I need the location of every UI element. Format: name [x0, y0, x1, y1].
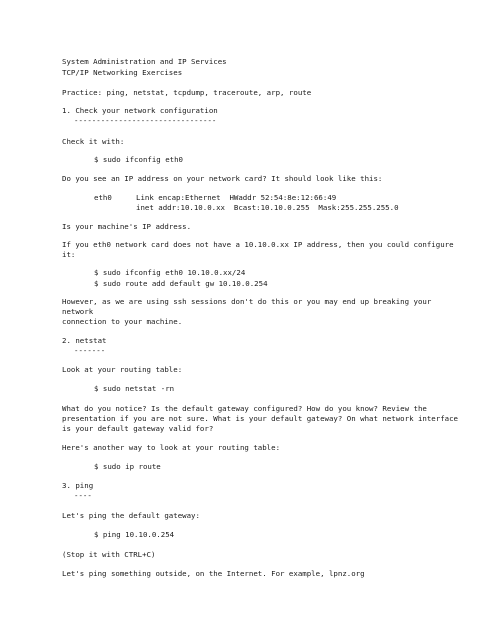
ip-question: Do you see an IP address on your network card? It should look like this:	[62, 174, 383, 183]
section-2-heading: 2. netstat	[62, 336, 107, 345]
iface-line-1: Link encap:Ethernet HWaddr 52:54:8e:12:66:49	[136, 193, 337, 202]
iface-name: eth0	[94, 193, 112, 202]
cmd-ifconfig: $ sudo ifconfig eth0	[94, 155, 183, 164]
gateway-question-1: What do you notice? Is the default gateway configured? How do you know? Review the	[62, 404, 427, 413]
practice-line: Practice: ping, netstat, tcpdump, traceroute, arp, route	[62, 88, 312, 97]
stop-note: (Stop it with CTRL+C)	[62, 550, 156, 559]
warning-line-3: connection to your machine.	[62, 317, 183, 326]
another-way-line: Here's another way to look at your routing table:	[62, 443, 281, 452]
config-line-2: it:	[62, 250, 76, 259]
warning-line-1: However, as we are using ssh sessions don't do this or you may end up breaking your	[62, 297, 432, 306]
ping-outside-line: Let's ping something outside, on the Internet. For example, lpnz.org	[62, 569, 365, 578]
document-title: System Administration and IP Services	[62, 57, 227, 66]
routing-intro: Look at your routing table:	[62, 365, 183, 374]
section-3-rule: ----	[74, 491, 92, 500]
cmd-route-add: $ sudo route add default gw 10.10.0.254	[94, 279, 268, 288]
warning-line-2: network	[62, 307, 94, 316]
document-subtitle: TCP/IP Networking Exercises	[62, 68, 183, 77]
cmd-netstat: $ sudo netstat -rn	[94, 384, 175, 393]
ping-intro: Let's ping the default gateway:	[62, 511, 200, 520]
section-1-rule: --------------------------------	[74, 116, 217, 125]
cmd-ping: $ ping 10.10.0.254	[94, 530, 175, 539]
ip-note: Is your machine's IP address.	[62, 222, 192, 231]
section-2-rule: -------	[74, 346, 106, 355]
check-intro: Check it with:	[62, 137, 125, 146]
cmd-set-ip: $ sudo ifconfig eth0 10.10.0.xx/24	[94, 268, 246, 277]
section-1-heading: 1. Check your network configuration	[62, 106, 218, 115]
gateway-question-2: presentation if you are not sure. What is your default gateway? On what network interface	[62, 414, 459, 423]
section-3-heading: 3. ping	[62, 481, 94, 490]
cmd-ip-route: $ sudo ip route	[94, 462, 161, 471]
iface-line-2: inet addr:10.10.0.xx Bcast:10.10.0.255 Mask:255.255.255.0	[136, 203, 399, 212]
gateway-question-3: is your default gateway valid for?	[62, 424, 214, 433]
config-line-1: If you eth0 network card does not have a 10.10.0.xx IP address, then you could configure	[62, 240, 454, 249]
